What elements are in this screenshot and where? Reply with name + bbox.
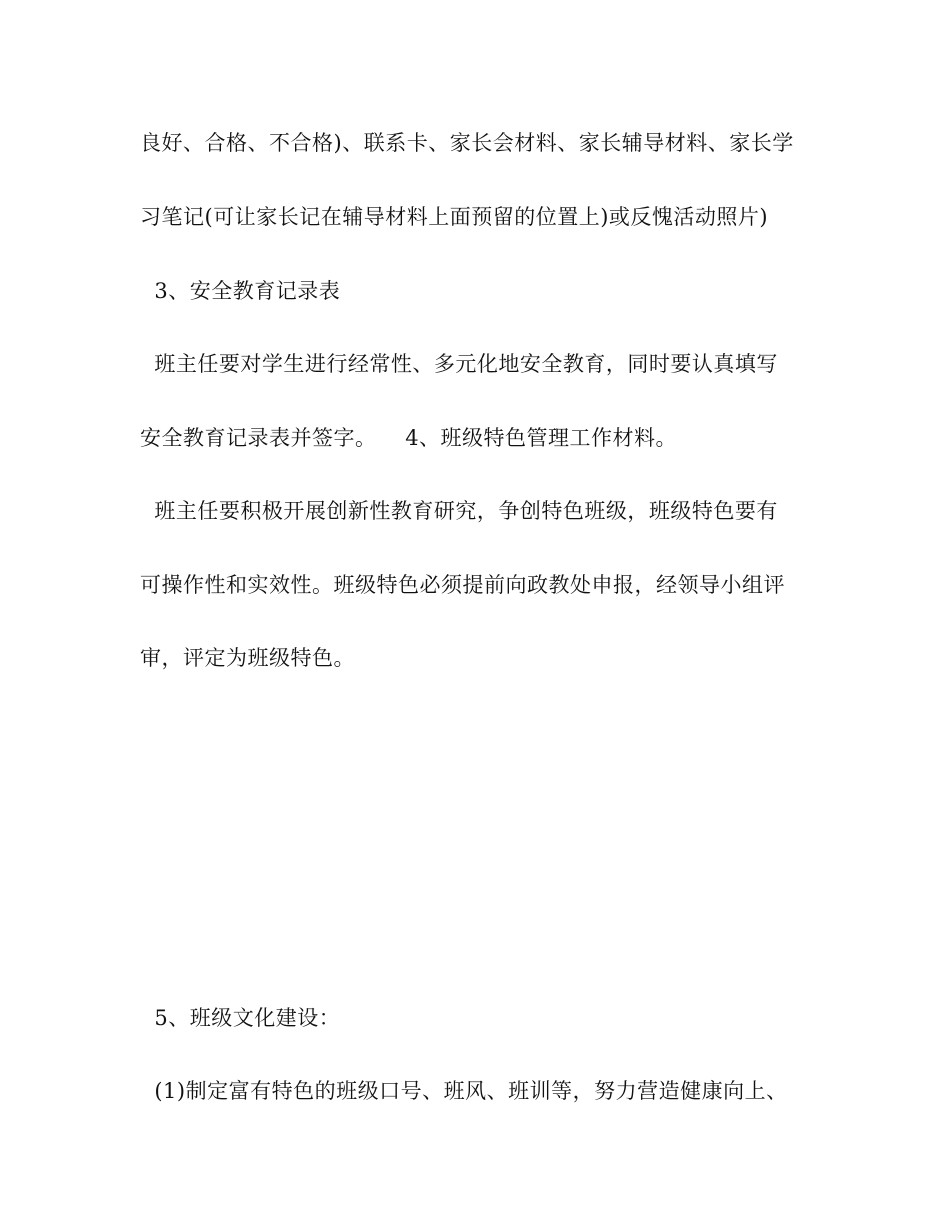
text-line: 5、班级文化建设： [140, 1006, 341, 1030]
text-line: 可操作性和实效性。班级特色必须提前向政教处申报，经领导小组评 [140, 573, 785, 597]
text-line: 班主任要对学生进行经常性、多元化地安全教育，同时要认真填写 [140, 352, 778, 376]
text-line: 习笔记(可让家长记在辅导材料上面预留的位置上)或反愧活动照片) [140, 205, 769, 229]
text-line: 班主任要积极开展创新性教育研究，争创特色班级，班级特色要有 [140, 499, 778, 523]
text-line: 3、安全教育记录表 [140, 279, 341, 303]
text-line: 安全教育记录表并签字。 4、班级特色管理工作材料。 [140, 426, 678, 450]
text-line: (1)制定富有特色的班级口号、班风、班训等，努力营造健康向上、 [140, 1079, 788, 1103]
text-line: 审，评定为班级特色。 [140, 646, 355, 670]
text-line: 良好、合格、不合格)、联系卡、家长会材料、家长辅导材料、家长学 [140, 131, 794, 155]
